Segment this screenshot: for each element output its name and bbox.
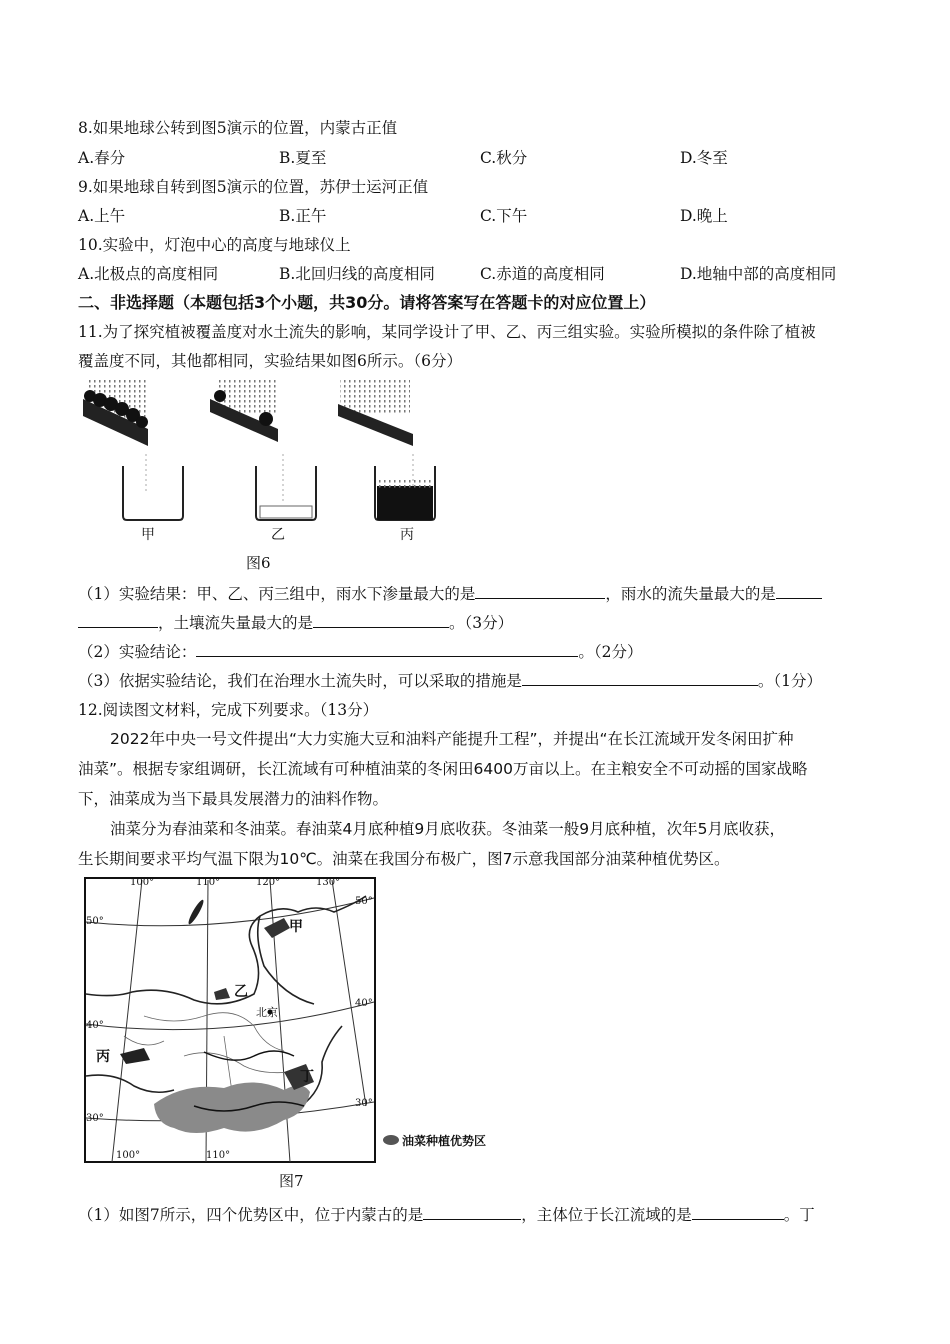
q11-p1-text-b: ，雨水的流失量最大的是 [605,585,776,603]
q12-p1-text-a: （1）如图7所示，四个优势区中，位于内蒙古的是 [78,1206,424,1224]
q11-p3-blank[interactable] [522,671,758,686]
figure-6 [78,374,438,574]
q8-option-d: D.冬至 [680,149,728,167]
fig7-caption: 图7 [279,1172,304,1190]
q11-part1-line2 [78,611,513,633]
q8-stem: 8.如果地球公转到图5演示的位置，内蒙古正值 [78,119,398,137]
q9-option-c: C.下午 [480,207,528,225]
map-lat-40: 40° [86,1020,104,1031]
map-lat-40-right: 40° [355,998,373,1009]
map-lon-130: 130° [316,877,341,888]
q11-part2 [78,640,643,662]
q11-p2-score: 。（2分） [578,643,643,661]
section2-heading: 二、非选择题（本题包括3个小题，共30分。请将答案写在答题卡的对应位置上） [78,293,656,312]
q11-p1-blank-1[interactable] [475,584,605,599]
q12-para2-line1: 油菜分为春油菜和冬油菜。春油菜4月底种植9月底收获。冬油菜一般9月底种植，次年5月底收获， [110,820,785,838]
q11-p2-text: （2）实验结论： [78,643,197,661]
map-region-bing: 丙 [96,1049,110,1065]
q12-p1-text-c: 。丁 [783,1206,815,1224]
q11-p1-blank-3[interactable] [313,613,449,628]
fig6-label-bing: 丙 [400,527,414,543]
map-lon-100: 100° [130,877,155,888]
q11-p1-text-a: （1）实验结果：甲、乙、丙三组中，雨水下渗量最大的是 [78,585,476,603]
q11-p1-blank-2a[interactable] [776,584,822,599]
q9-stem: 9.如果地球自转到图5演示的位置，苏伊士运河正值 [78,178,429,196]
q12-para2-line2: 生长期间要求平均气温下限为10℃。油菜在我国分布极广，图7示意我国部分油菜种植优势区。 [78,850,730,868]
map-lat-30-right: 30° [355,1098,373,1109]
q11-stem-line2: 覆盖度不同，其他都相同，实验结果如图6所示。（6分） [78,352,462,370]
map-lat-50: 50° [86,916,104,927]
q11-p3-text: （3）依据实验结论，我们在治理水土流失时，可以采取的措施是 [78,672,522,690]
q11-part3 [78,669,822,691]
q10-option-b: B.北回归线的高度相同 [279,265,435,283]
q9-option-a: A.上午 [78,207,126,225]
q11-p1-text-c: ，土壤流失量最大的是 [158,614,314,632]
q12-para1-line1: 2022年中央一号文件提出“大力实施大豆和油料产能提升工程”，并提出“在长江流域开发冬闲田扩种 [110,730,794,748]
q10-option-c: C.赤道的高度相同 [480,265,605,283]
q12-para1-line2: 油菜”。根据专家组调研，长江流域有可种植油菜的冬闲田6400万亩以上。在主粮安全不可动摇的国家战略 [78,760,808,778]
q9-option-b: B.正午 [279,207,327,225]
q12-p1-text-b: ，主体位于长江流域的是 [521,1206,692,1224]
q11-p1-blank-2b[interactable] [78,613,158,628]
q12-p1-blank-2[interactable] [692,1205,784,1220]
map-lon-110-bottom: 110° [206,1150,231,1161]
map-lat-50-right: 50° [355,896,373,907]
beaker-bing-fill [377,486,433,520]
q10-option-a: A.北极点的高度相同 [78,265,219,283]
figure-7-map [84,876,380,1166]
q10-stem: 10.实验中，灯泡中心的高度与地球仪上 [78,236,351,254]
map-legend-icon [382,1134,400,1146]
map-lon-110: 110° [196,877,221,888]
q9-option-d: D.晚上 [680,207,728,225]
map-region-yi: 乙 [234,984,248,1000]
q8-option-b: B.夏至 [279,149,327,167]
map-city-beijing: 北京 [256,1006,278,1019]
map-lon-100-bottom: 100° [116,1150,141,1161]
q8-option-a: A.春分 [78,149,126,167]
fig6-caption: 图6 [246,554,271,572]
q8-option-c: C.秋分 [480,149,528,167]
fig6-label-yi: 乙 [271,527,285,543]
q12-p1-blank-1[interactable] [423,1205,521,1220]
beaker-jia [123,466,183,520]
q11-p2-blank[interactable] [196,642,578,657]
map-legend-label: 油菜种植优势区 [402,1134,487,1148]
q11-p3-score: 。（1分） [757,672,822,690]
q12-para1-line3: 下，油菜成为当下最具发展潜力的油料作物。 [78,790,389,808]
q11-p1-text-d: 。（3分） [449,614,514,632]
q11-stem-line1: 11.为了探究植被覆盖度对水土流失的影响，某同学设计了甲、乙、丙三组实验。实验所模拟的条件除了植被 [78,323,816,341]
map-region-ding: 丁 [300,1069,314,1085]
q12-part1 [78,1203,815,1225]
q10-option-d: D.地轴中部的高度相同 [680,265,837,283]
q12-stem: 12.阅读图文材料，完成下列要求。（13分） [78,701,379,719]
q11-part1-line1 [78,582,822,604]
map-lat-30: 30° [86,1113,104,1124]
map-lon-120: 120° [256,877,281,888]
map-region-jia: 甲 [289,919,303,935]
fig6-label-jia: 甲 [141,527,155,543]
